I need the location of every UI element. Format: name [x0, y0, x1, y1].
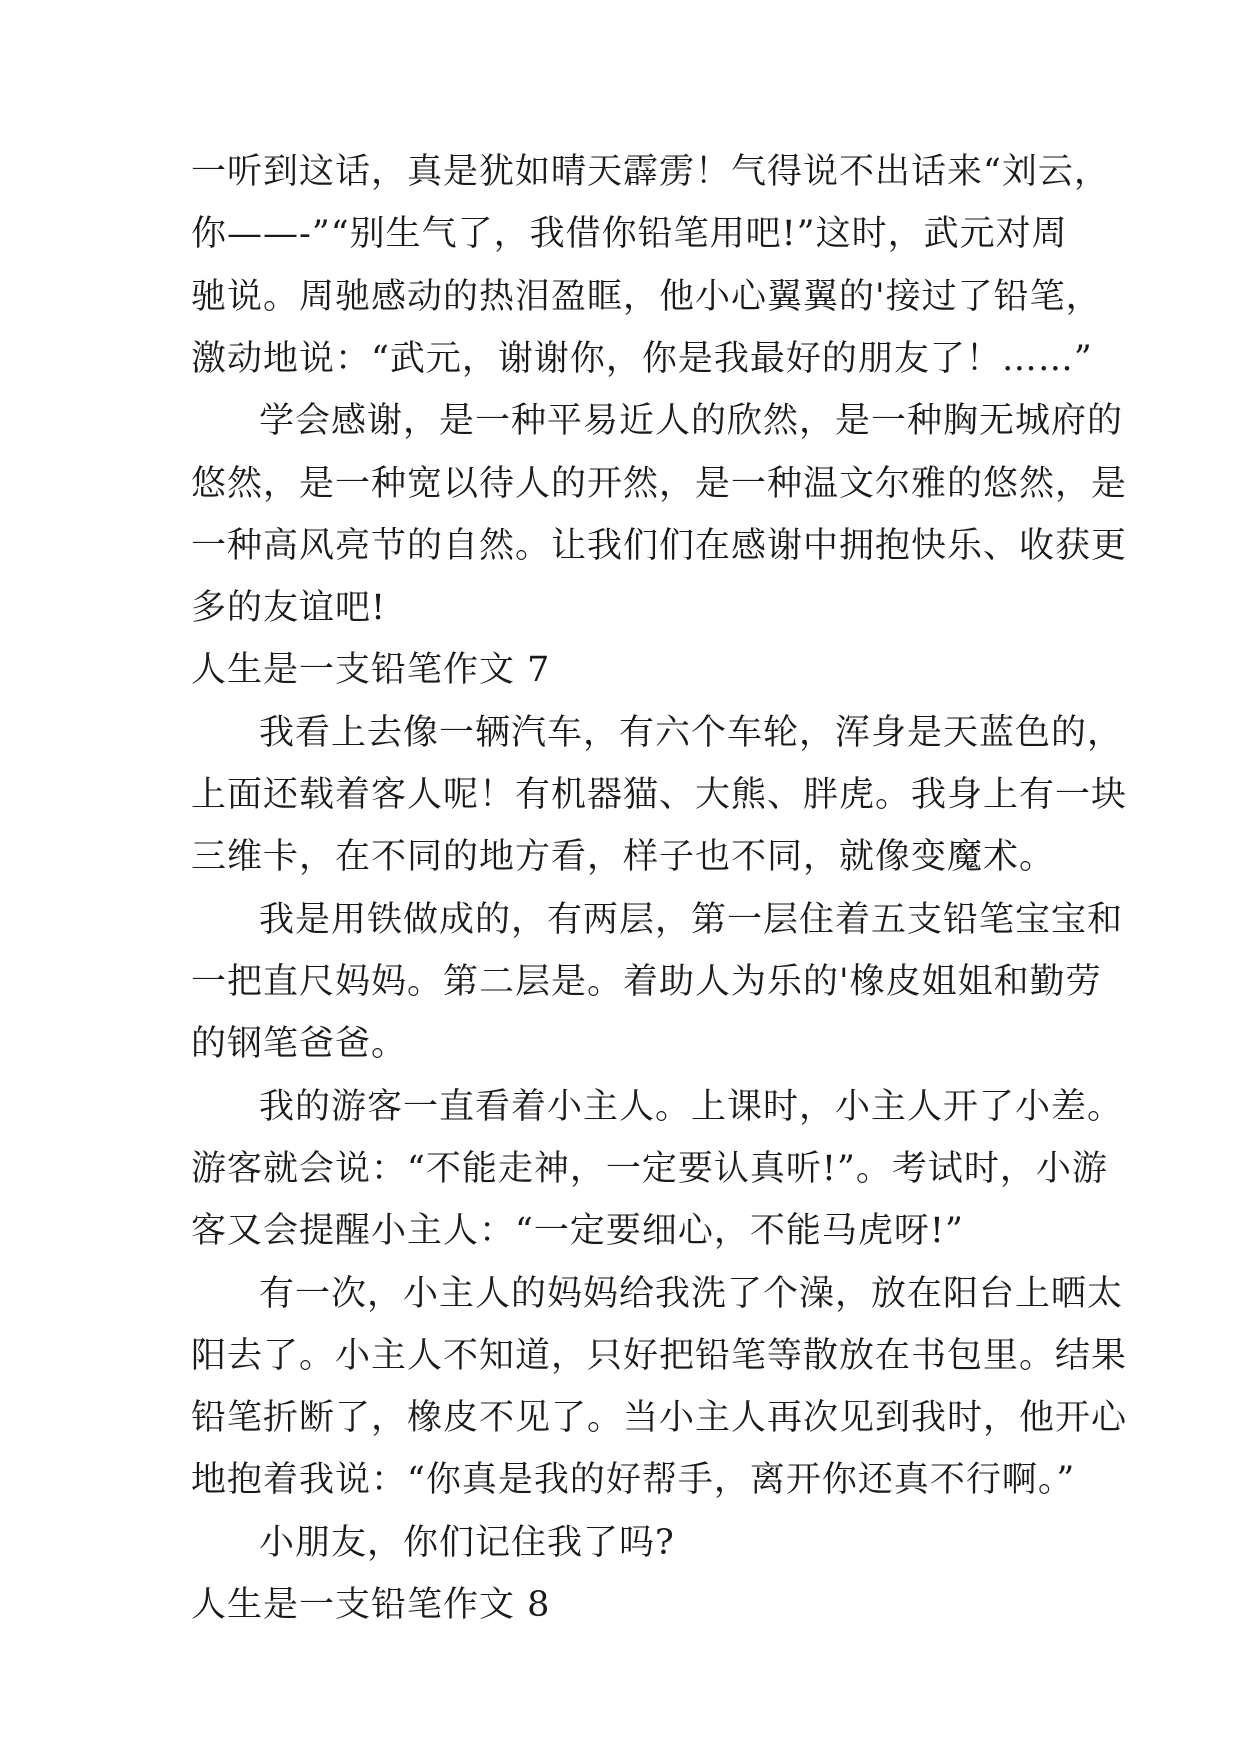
- paragraph-first-line: 学会感谢，是一种平易近人的欣然，是一种胸无城府的: [259, 401, 1124, 441]
- paragraph-first-line: 小朋友，你们记住我了吗?: [259, 1523, 675, 1563]
- text-line: 一听到这话，真是犹如晴天霹雳！气得说不出话来“刘云，: [191, 152, 1110, 192]
- text-line: 三维卡，在不同的地方看，样子也不同，就像变魔术。: [191, 837, 1056, 877]
- section-heading: 人生是一支铅笔作文 7: [191, 650, 551, 690]
- text-line: 激动地说：“武元，谢谢你，你是我最好的朋友了！……”: [191, 339, 1093, 379]
- text-line: 铅笔折断了，橡皮不见了。当小主人再次见到我时，他开心: [191, 1398, 1128, 1438]
- paragraph-first-line: 我的游客一直看着小主人。上课时，小主人开了小差。: [259, 1087, 1124, 1127]
- text-line: 地抱着我说：“你真是我的好帮手，离开你还真不行啊。”: [191, 1460, 1076, 1500]
- text-line: 悠然，是一种宽以待人的开然，是一种温文尔雅的悠然，是: [191, 464, 1128, 504]
- text-line: 的钢笔爸爸。: [191, 1024, 408, 1064]
- paragraph-first-line: 我看上去像一辆汽车，有六个车轮，浑身是天蓝色的，: [259, 713, 1124, 753]
- text-line: 上面还载着客人呢！有机器猫、大熊、胖虎。我身上有一块: [191, 775, 1128, 815]
- text-line: 阳去了。小主人不知道，只好把铅笔等散放在书包里。结果: [191, 1336, 1128, 1376]
- text-line: 客又会提醒小主人：“一定要细心，不能马虎呀!”: [191, 1211, 964, 1251]
- text-line: 一种高风亮节的自然。让我们们在感谢中拥抱快乐、收获更: [191, 526, 1128, 566]
- paragraph-first-line: 有一次，小主人的妈妈给我洗了个澡，放在阳台上晒太: [259, 1274, 1124, 1314]
- text-line: 一把直尺妈妈。第二层是。着助人为乐的'橡皮姐姐和勤劳: [191, 962, 1102, 1002]
- text-line: 你——-”“别生气了，我借你铅笔用吧!”这时，武元对周: [191, 214, 1068, 254]
- paragraph-first-line: 我是用铁做成的，有两层，第一层住着五支铅笔宝宝和: [259, 900, 1124, 940]
- text-line: 游客就会说：“不能走神，一定要认真听!”。考试时，小游: [191, 1149, 1108, 1189]
- section-heading: 人生是一支铅笔作文 8: [191, 1585, 551, 1625]
- text-line: 驰说。周驰感动的热泪盈眶，他小心翼翼的'接过了铅笔，: [191, 277, 1102, 317]
- text-line: 多的友谊吧!: [191, 588, 387, 628]
